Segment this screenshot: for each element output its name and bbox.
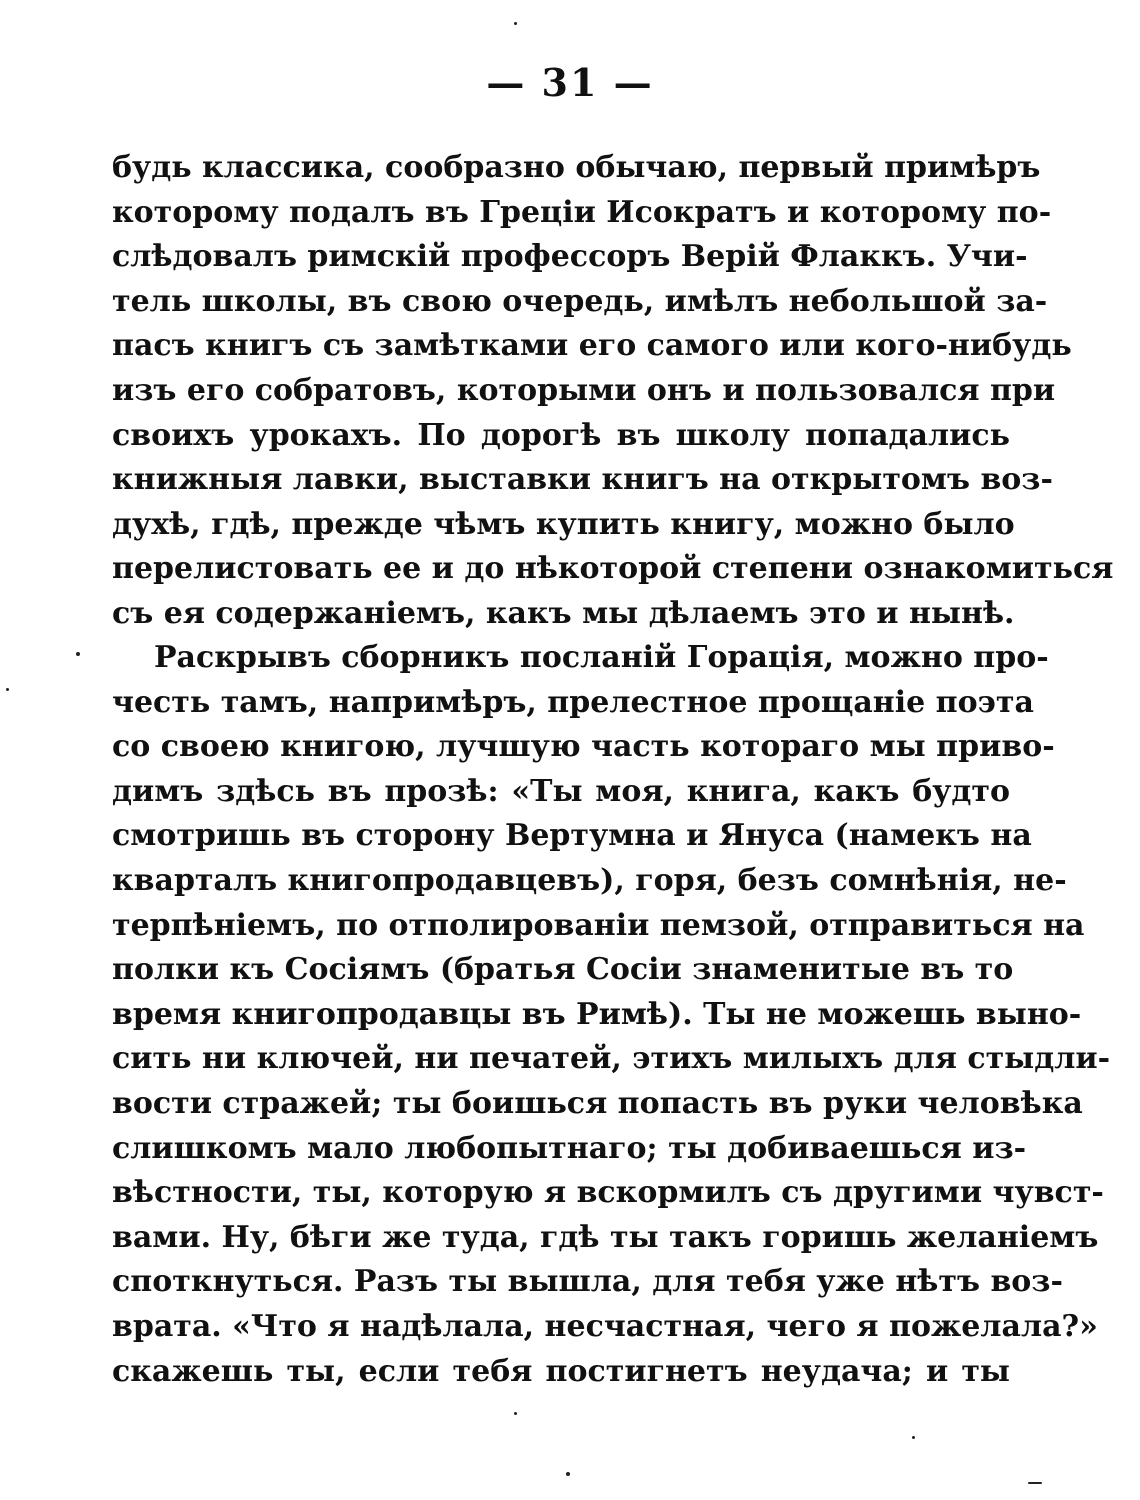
text-line: вами. Ну, бѣги же туда, гдѣ ты такъ горишь желаніемъ [112,1219,1099,1255]
scan-speck [6,688,9,691]
text-line: скажешь ты, если тебя постигнетъ неудача; и ты [112,1353,1010,1389]
scan-speck [566,1472,570,1476]
text-line: съ ея содержаніемъ, какъ мы дѣлаемъ это и нынѣ. [112,595,1015,631]
text-line: своихъ урокахъ. По дорогѣ въ школу попадались [112,417,1010,453]
paragraph-1 [112,146,1114,637]
scan-speck [1028,1482,1042,1484]
text-line: Раскрывъ сборникъ посланій Горація, можно про- [154,640,1049,675]
text-line: сить ни ключей, ни печатей, этихъ милыхъ для стыдли- [112,1041,1111,1077]
text-line: вости стражей; ты боишься попасть въ руки человѣка [112,1085,1083,1121]
text-line: перелистовать ее и до нѣкоторой степени ознакомиться [112,551,1114,587]
text-line: димъ здѣсь въ прозѣ: «Ты моя, книга, какъ будто [112,773,1010,809]
text-line: терпѣніемъ, по отполированіи пемзой, отправиться на [112,907,1085,943]
page-number: — 31 — [486,60,654,105]
text-line: книжныя лавки, выставки книгъ на открытомъ воз- [112,462,1053,498]
scan-speck [514,1412,517,1415]
text-line: пасъ книгъ съ замѣтками его самого или кого-нибудь [112,328,1072,364]
text-line: споткнуться. Разъ ты вышла, для тебя уже нѣтъ воз- [112,1264,1063,1300]
text-line: смотришь въ сторону Вертумна и Януса (намекъ на [112,818,1032,854]
text-line: со своею книгою, лучшую часть котораго мы приво- [112,729,1055,765]
text-line: будь классика, сообразно обычаю, первый примѣръ [112,150,1041,185]
text-line: тель школы, въ свою очередь, имѣлъ небольшой за- [112,283,1048,319]
paragraph-2 [112,636,1111,1394]
text-line: духѣ, гдѣ, прежде чѣмъ купить книгу, можно было [112,506,1015,542]
scan-speck [912,1436,915,1439]
scan-speck [514,22,517,25]
text-line: честь тамъ, напримѣръ, прелестное прощаніе поэта [112,684,1034,720]
text-line: слишкомъ мало любопытнаго; ты добиваешься из- [112,1130,1027,1166]
text-line: слѣдовалъ римскій профессоръ Верій Флаккъ. Учи- [112,239,1028,275]
text-line: которому подалъ въ Греціи Исократъ и которому по- [112,194,1052,230]
text-line: полки къ Сосіямъ (братья Сосіи знаменитые въ то [112,952,1014,988]
text-line: изъ его собратовъ, которыми онъ и пользовался при [112,372,1056,408]
text-line: кварталъ книгопродавцевъ), горя, безъ сомнѣнія, не- [112,862,1067,898]
text-line: время книгопродавцы въ Римѣ). Ты не можешь выно- [112,996,1082,1032]
text-line: вѣстности, ты, которую я вскормилъ съ другими чувст- [112,1175,1104,1211]
text-line: врата. «Что я надѣлала, несчастная, чего я пожелала?» [112,1308,1098,1344]
scan-speck [76,652,80,656]
